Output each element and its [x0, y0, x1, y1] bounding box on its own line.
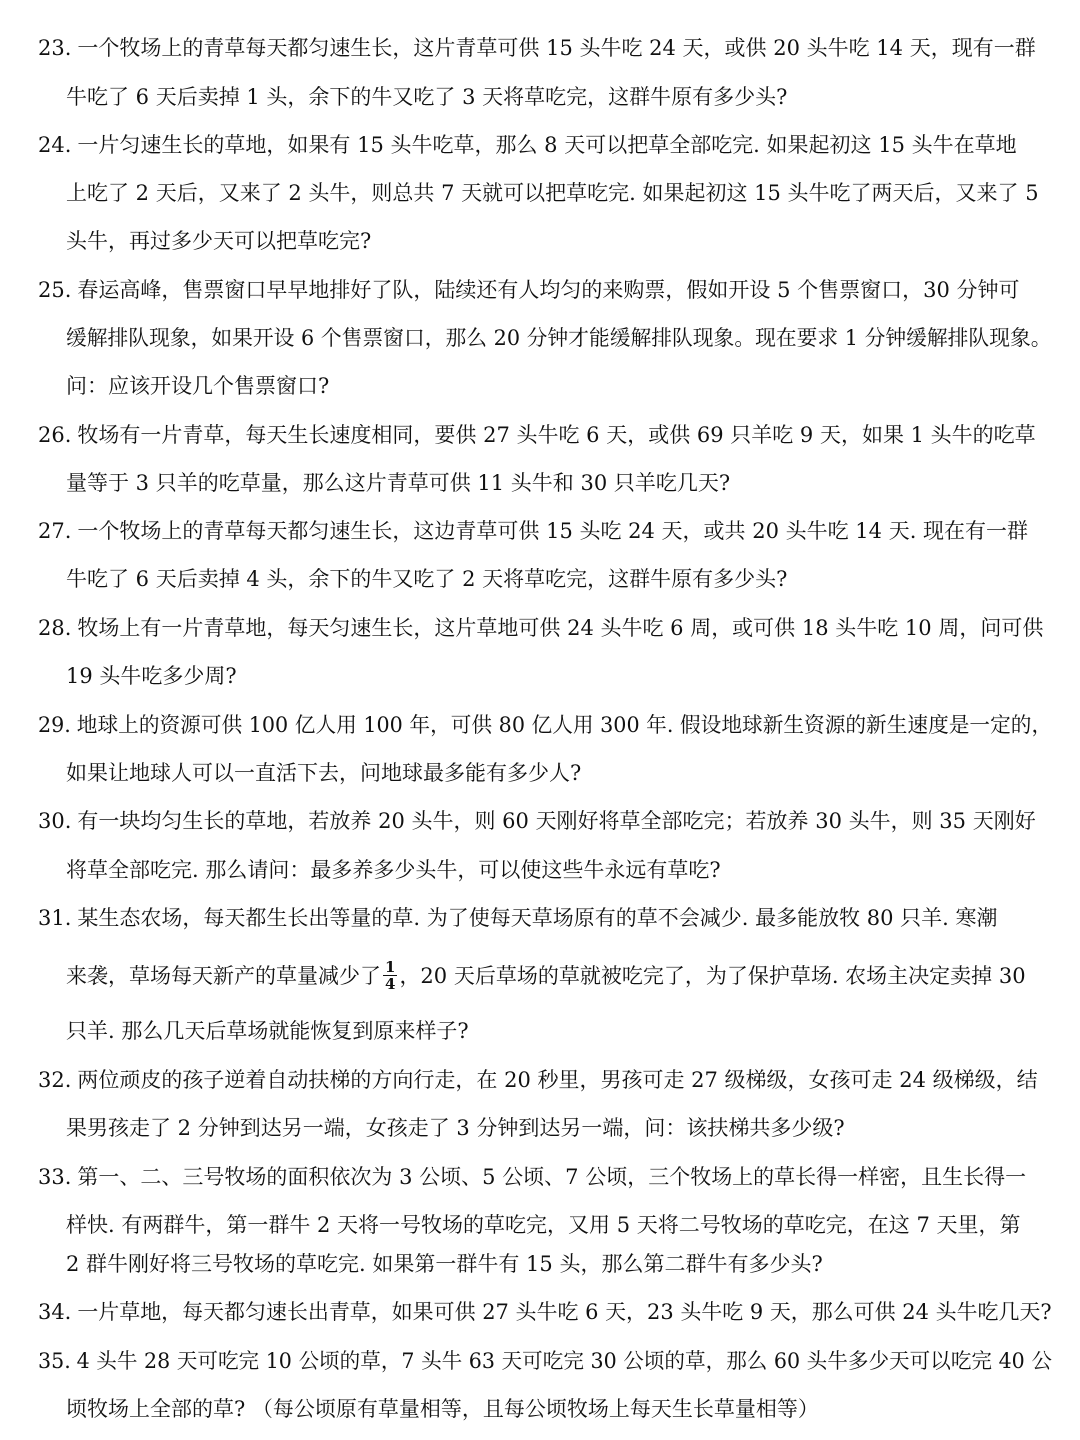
fraction-one-quarter	[383, 959, 397, 992]
problem-number: 23.	[38, 36, 72, 60]
problem-text: 顷牧场上全部的草? （每公顷原有草量相等，且每公顷牧场上每天生长草量相等）	[66, 1397, 819, 1421]
problem-text: 牧场有一片青草，每天生长速度相同，要供 27 头牛吃 6 天，或供 69 只羊吃 9 天，如果 1 头牛的吃草	[77, 423, 1036, 447]
problem-number: 29.	[38, 713, 71, 737]
problem-31-line-2	[0, 958, 1080, 994]
problem-text: 两位顽皮的孩子逆着自动扶梯的方向行走，在 20 秒里，男孩可走 27 级梯级，女孩可走 24 级梯级，结	[77, 1068, 1038, 1092]
problem-text: 一个牧场上的青草每天都匀速生长，这边青草可供 15 头吃 24 天，或共 20 头牛吃 14 天. 现在有一群	[77, 519, 1029, 543]
problem-text: ，20 天后草场的草就被吃完了，为了保护草场. 农场主决定卖掉 30	[399, 964, 1026, 988]
problem-text: 头牛，再过多少天可以把草吃完?	[66, 229, 372, 253]
problem-25-line-1	[0, 275, 1080, 305]
problem-text: 4 头牛 28 天可吃完 10 公顷的草，7 头牛 63 天可吃完 30 公顷的草，那么 60 头牛多少天可以吃完 40 公	[76, 1349, 1052, 1373]
problem-text: 量等于 3 只羊的吃草量，那么这片青草可供 11 头牛和 30 只羊吃几天?	[66, 471, 731, 495]
problem-23-line-1	[0, 33, 1080, 63]
problem-text: 19 头牛吃多少周?	[66, 664, 237, 688]
problem-text: 某生态农场，每天都生长出等量的草. 为了使每天草场原有的草不会减少. 最多能放牧 80 只羊. 寒潮	[77, 906, 998, 930]
problem-35-line-1	[0, 1346, 1080, 1376]
problem-34-line-1	[0, 1297, 1080, 1327]
problem-31-line-3	[0, 1016, 1080, 1046]
problem-25-line-2	[0, 323, 1080, 353]
problem-23-line-2	[0, 82, 1080, 112]
problem-text: 一片草地，每天都匀速长出青草，如果可供 27 头牛吃 6 天，23 头牛吃 9 天，那么可供 24 头牛吃几天?	[77, 1300, 1052, 1324]
problem-text: 有一块均匀生长的草地，若放养 20 头牛，则 60 天刚好将草全部吃完；若放养 30 头牛，则 35 天刚好	[77, 809, 1036, 833]
problem-25-line-3	[0, 371, 1080, 401]
problem-number: 27.	[38, 519, 72, 543]
problem-text: 只羊. 那么几天后草场就能恢复到原来样子?	[66, 1019, 469, 1043]
problem-30-line-1	[0, 806, 1080, 836]
problem-number: 24.	[38, 133, 72, 157]
problem-number: 32.	[38, 1068, 72, 1092]
problem-text: 来袭，草场每天新产的草量减少了	[66, 964, 381, 988]
problem-29-line-1	[0, 710, 1080, 740]
problem-number: 31.	[38, 906, 72, 930]
problem-33-line-2	[0, 1210, 1080, 1240]
problem-text: 果男孩走了 2 分钟到达另一端，女孩走了 3 分钟到达另一端，问：该扶梯共多少级?	[66, 1116, 845, 1140]
fraction-numerator: 1	[385, 958, 396, 976]
problem-32-line-2	[0, 1113, 1080, 1143]
problem-28-line-1	[0, 613, 1080, 643]
problem-26-line-1	[0, 420, 1080, 450]
problem-27-line-2	[0, 564, 1080, 594]
problem-26-line-2	[0, 468, 1080, 498]
problem-number: 28.	[38, 616, 72, 640]
problem-number: 33.	[38, 1165, 72, 1189]
problem-number: 25.	[38, 278, 72, 302]
problem-text: 春运高峰，售票窗口早早地排好了队，陆续还有人均匀的来购票，假如开设 5 个售票窗口，30 分钟可	[77, 278, 1020, 302]
problem-text: 牛吃了 6 天后卖掉 4 头，余下的牛又吃了 2 天将草吃完，这群牛原有多少头?	[66, 567, 788, 591]
problem-35-line-2	[0, 1394, 1080, 1424]
problem-number: 30.	[38, 809, 72, 833]
problem-33-line-1	[0, 1162, 1080, 1192]
problem-text: 样快. 有两群牛，第一群牛 2 天将一号牧场的草吃完，又用 5 天将二号牧场的草吃完，在这 7 天里，第	[66, 1213, 1021, 1237]
problem-24-line-2	[0, 178, 1080, 208]
problem-text: 问：应该开设几个售票窗口?	[66, 374, 330, 398]
problem-text: 一个牧场上的青草每天都匀速生长，这片青草可供 15 头牛吃 24 天，或供 20 头牛吃 14 天，现有一群	[77, 36, 1036, 60]
problem-text: 上吃了 2 天后，又来了 2 头牛，则总共 7 天就可以把草吃完. 如果起初这 15 头牛吃了两天后，又来了 5	[66, 181, 1039, 205]
problem-text: 一片匀速生长的草地，如果有 15 头牛吃草，那么 8 天可以把草全部吃完. 如果起初这 15 头牛在草地	[77, 133, 1017, 157]
problem-33-line-3	[0, 1249, 1080, 1279]
problem-32-line-1	[0, 1065, 1080, 1095]
problem-27-line-1	[0, 516, 1080, 546]
fraction-denominator: 4	[385, 975, 396, 993]
problem-text: 缓解排队现象，如果开设 6 个售票窗口，那么 20 分钟才能缓解排队现象。现在要求 1 分钟缓解排队现象。	[66, 326, 1052, 350]
problem-number: 26.	[38, 423, 72, 447]
problem-text: 第一、二、三号牧场的面积依次为 3 公顷、5 公顷、7 公顷，三个牧场上的草长得一样密，且生长得一	[77, 1165, 1027, 1189]
problem-24-line-3	[0, 226, 1080, 256]
problem-text: 地球上的资源可供 100 亿人用 100 年，可供 80 亿人用 300 年. 假设地球新生资源的新生速度是一定的，	[76, 713, 1053, 737]
problem-text: 将草全部吃完. 那么请问：最多养多少头牛，可以使这些牛永远有草吃?	[66, 858, 721, 882]
problem-text: 如果让地球人可以一直活下去，问地球最多能有多少人?	[66, 761, 582, 785]
problem-28-line-2	[0, 661, 1080, 691]
problem-31-line-1	[0, 903, 1080, 933]
problem-24-line-1	[0, 130, 1080, 160]
problem-number: 35.	[38, 1349, 71, 1373]
problem-number: 34.	[38, 1300, 72, 1324]
problem-text: 牛吃了 6 天后卖掉 1 头，余下的牛又吃了 3 天将草吃完，这群牛原有多少头?	[66, 85, 788, 109]
problem-30-line-2	[0, 855, 1080, 885]
problem-text: 牧场上有一片青草地，每天匀速生长，这片草地可供 24 头牛吃 6 周，或可供 18 头牛吃 10 周，问可供	[77, 616, 1044, 640]
problem-text: 2 群牛刚好将三号牧场的草吃完. 如果第一群牛有 15 头，那么第二群牛有多少头?	[66, 1252, 823, 1276]
problem-29-line-2	[0, 758, 1080, 788]
